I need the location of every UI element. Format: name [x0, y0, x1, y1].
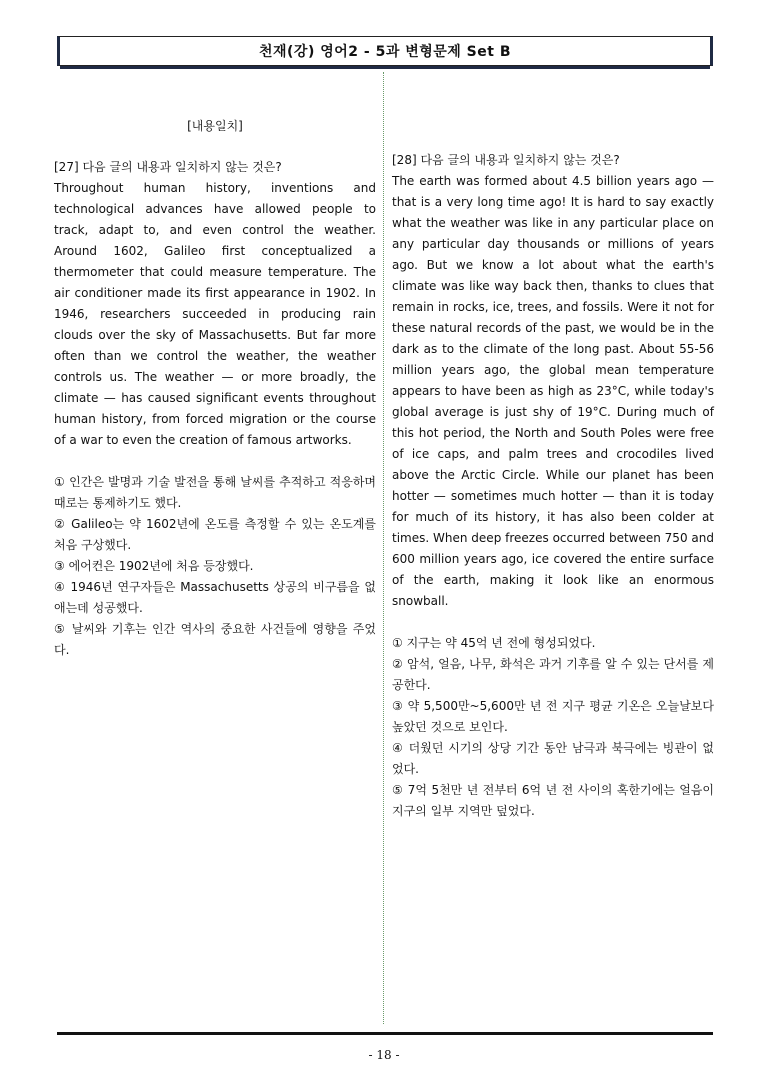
passage-28: The earth was formed about 4.5 billion years ago — that is a very long time ago! It is hard to say exactly what the weather was like in any particular place on any particular day thousands or millions of years ago. But we know a lot about what the earth's climate was like way back then, thanks to clues that remain in rocks, ice, trees, and fossils. Were it not for these natural records of the past, we would be in the dark as to the climate of the long past. About 55-56 million years ago, the global mean temperature appears to have been as high as 23°C, while today's global average is just shy of 19°C. During much of this hot period, the North and South Poles were free of ice caps, and palm trees and crocodiles lived above the Arctic Circle. While our planet has been hotter — sometimes much hotter — than it is today for much of its history, it has also been colder at times. When deep freezes occurred between 750 and 600 million years ago, ice covered the entire surface of the earth, making it look like an enormous snowball.	[392, 174, 714, 608]
choice-item: ④ 1946년 연구자들은 Massachusetts 상공의 비구름을 없애는데 성공했다.	[54, 580, 376, 615]
page-title: 천재(강) 영어2 - 5과 변형문제 Set B	[258, 44, 511, 60]
choices-28	[392, 633, 714, 822]
header-underline	[60, 66, 710, 69]
question-27: [27] 다음 글의 내용과 일치하지 않는 것은?	[54, 160, 282, 174]
choice-item: ① 지구는 약 45억 년 전에 형성되었다.	[392, 636, 596, 650]
footer-rule	[57, 1032, 713, 1035]
choice-item: ③ 에어컨은 1902년에 처음 등장했다.	[54, 559, 254, 573]
left-column	[54, 110, 376, 661]
choices-27	[54, 472, 376, 661]
page-number: - 18 -	[368, 1048, 400, 1062]
passage-27: Throughout human history, inventions and technological advances have allowed people to track, adapt to, and even control the weather. Around 1602, Galileo first conceptualized a thermometer that could measure temperature. The air conditioner made its first appearance in 1902. In 1946, researchers succeeded in producing rain clouds over the sky of Massachusetts. But far more often than we control the weather, the weather controls us. The weather — or more broadly, the climate — has caused significant events throughout human history, from forced migration or the course of a war to even the creation of famous artworks.	[54, 181, 376, 447]
choice-item: ① 인간은 발명과 기술 발전을 통해 날씨를 추적하고 적응하며 때로는 통제하기도 했다.	[54, 475, 376, 510]
choice-item: ② Galileo는 약 1602년에 온도를 측정할 수 있는 온도계를 처음 구상했다.	[54, 517, 376, 552]
question-28: [28] 다음 글의 내용과 일치하지 않는 것은?	[392, 153, 620, 167]
choice-item: ⑤ 7억 5천만 년 전부터 6억 년 전 사이의 혹한기에는 얼음이 지구의 일부 지역만 덮었다.	[392, 783, 714, 818]
right-column	[392, 150, 714, 822]
page-header	[57, 36, 713, 66]
section-label: [내용일치]	[187, 119, 243, 133]
choice-item: ④ 더웠던 시기의 상당 기간 동안 남극과 북극에는 빙관이 없었다.	[392, 741, 714, 776]
choice-item: ③ 약 5,500만~5,600만 년 전 지구 평균 기온은 오늘날보다 높았던 것으로 보인다.	[392, 699, 714, 734]
choice-item: ② 암석, 얼음, 나무, 화석은 과거 기후를 알 수 있는 단서를 제공한다.	[392, 657, 714, 692]
choice-item: ⑤ 날씨와 기후는 인간 역사의 중요한 사건들에 영향을 주었다.	[54, 622, 376, 657]
column-divider	[383, 72, 384, 1024]
